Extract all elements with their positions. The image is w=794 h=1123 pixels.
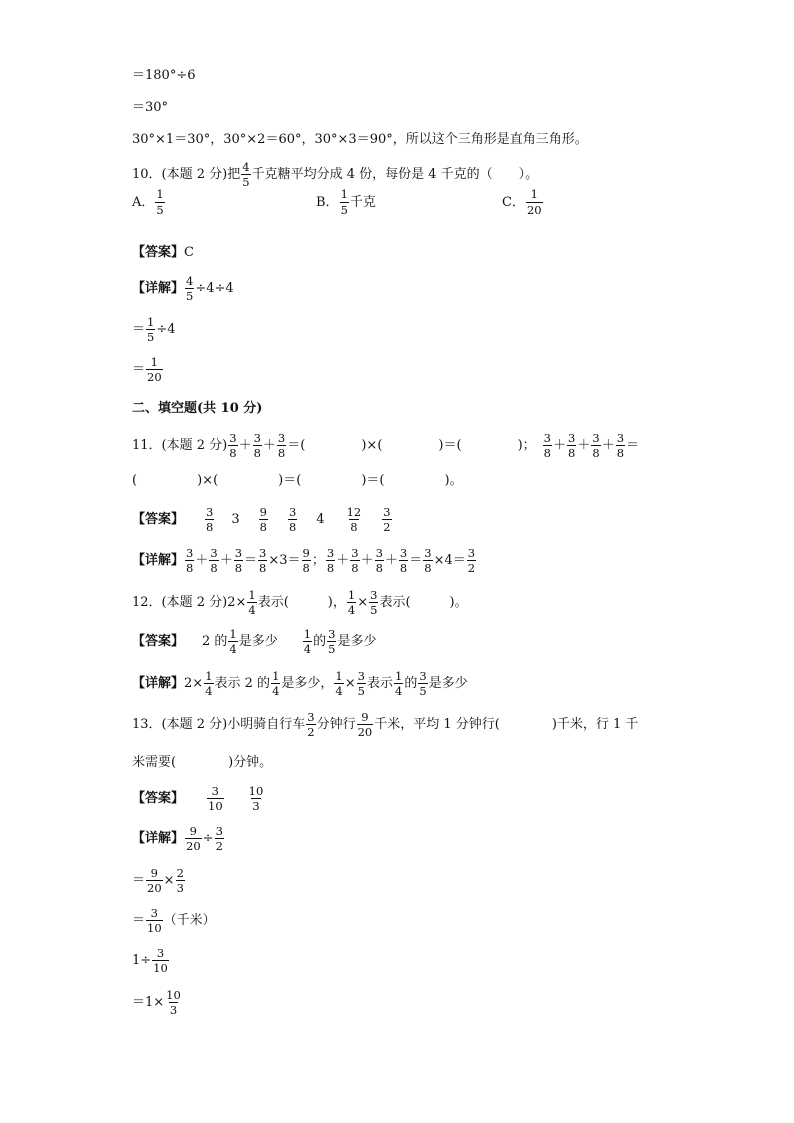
numerator: 1 <box>147 315 155 329</box>
text: 2 的 <box>202 634 228 650</box>
times: × <box>366 438 378 454</box>
text: 表示( )。 <box>379 595 468 611</box>
option-b <box>316 188 376 215</box>
equals: ＝ <box>409 553 423 569</box>
denominator: 4 <box>303 642 312 657</box>
fraction <box>375 547 384 574</box>
denominator: 8 <box>543 446 551 461</box>
answer-item <box>259 506 268 533</box>
text: 是多少 <box>337 634 377 650</box>
fraction <box>165 989 182 1016</box>
text: ÷4 <box>156 322 176 338</box>
denominator: 5 <box>328 642 336 657</box>
answer-item <box>207 785 224 812</box>
text: 是多少 <box>428 676 468 692</box>
answer-item <box>205 506 214 533</box>
numerator: 3 <box>234 546 243 560</box>
q11-question-line1 <box>132 432 639 459</box>
denominator: 8 <box>234 561 243 576</box>
numerator: 3 <box>288 505 297 519</box>
blank-open: ( <box>132 473 138 488</box>
denominator: 8 <box>424 561 432 576</box>
fraction <box>543 432 552 459</box>
answer-item: 3 <box>231 512 240 528</box>
numerator: 3 <box>277 431 286 445</box>
q12-prefix: 12．(本题 2 分)2× <box>132 595 247 611</box>
numerator: 3 <box>568 431 576 445</box>
denominator: 2 <box>307 725 315 740</box>
fraction <box>334 670 343 697</box>
blank-open: ( <box>213 473 219 488</box>
q13-question-line1 <box>132 711 638 738</box>
numerator: 1 <box>229 627 237 641</box>
plus: ＋ <box>219 553 233 569</box>
plus: ＋ <box>238 438 252 454</box>
text: ＝30° <box>132 100 169 115</box>
q10-suffix: 千克糖平均分成 4 份，每份是 4 千克的（ ）。 <box>251 167 539 183</box>
numerator: 3 <box>211 784 219 798</box>
q13-detail-2 <box>132 867 186 894</box>
denominator: 5 <box>357 684 365 699</box>
q11-question-line2 <box>132 474 463 487</box>
times: × <box>344 676 356 692</box>
text: 1÷ <box>132 953 152 969</box>
numerator: 3 <box>328 627 336 641</box>
blank-open: ( <box>377 438 383 454</box>
numerator: 3 <box>419 669 427 683</box>
numerator: 1 <box>272 669 280 683</box>
numerator: 3 <box>592 431 600 445</box>
fraction <box>306 711 315 738</box>
equals: ＝ <box>287 438 301 454</box>
blank-close: ) <box>278 473 284 488</box>
denominator: 3 <box>169 1003 178 1018</box>
numerator: 2 <box>176 866 184 880</box>
q9-conclusion <box>132 133 588 146</box>
denominator: 5 <box>340 202 348 217</box>
fraction <box>418 670 427 697</box>
fraction <box>271 670 280 697</box>
q9-step-1 <box>132 69 195 82</box>
denominator: 20 <box>357 725 373 740</box>
numerator: 3 <box>156 946 165 960</box>
text: 30°×1＝30°，30°×2＝60°，30°×3＝90°，所以这个三角形是直角三角形。 <box>132 132 588 147</box>
denominator: 20 <box>147 881 162 896</box>
fraction <box>303 628 312 655</box>
times: × <box>357 595 369 611</box>
numerator: 3 <box>326 546 335 560</box>
q13-detail-4 <box>132 947 170 974</box>
text: 的 <box>313 634 327 650</box>
denominator: 5 <box>419 684 427 699</box>
equals: ＝ <box>244 553 258 569</box>
denominator: 10 <box>147 921 162 936</box>
blank-close: ) <box>361 438 367 454</box>
text: 是多少， <box>281 676 334 692</box>
fraction <box>394 670 403 697</box>
answer-item: 4 <box>316 512 325 528</box>
fraction <box>185 825 202 852</box>
numerator: 3 <box>150 906 158 920</box>
answer-label: 【答案】 <box>132 791 185 807</box>
denominator: 4 <box>205 684 213 699</box>
numerator: 3 <box>616 431 625 445</box>
denominator: 8 <box>399 561 408 576</box>
denominator: 8 <box>375 561 383 576</box>
numerator: 3 <box>424 546 432 560</box>
fraction <box>467 547 476 574</box>
option-label: A． <box>132 194 155 210</box>
fraction <box>399 547 408 574</box>
fraction <box>185 275 194 302</box>
fraction <box>302 547 311 574</box>
times: × <box>163 873 175 889</box>
fraction <box>340 188 349 215</box>
times: × <box>202 473 214 488</box>
q13-detail-1 <box>132 825 225 852</box>
denominator: 10 <box>153 961 168 976</box>
fraction <box>567 432 576 459</box>
fraction <box>146 907 163 934</box>
q12-detail <box>132 670 468 697</box>
semicolon: ； <box>522 438 536 454</box>
fraction <box>591 432 600 459</box>
numerator: 3 <box>259 546 267 560</box>
fraction <box>350 547 359 574</box>
text: ＝ <box>132 322 146 338</box>
text: 二、填空题(共 10 分) <box>132 401 263 416</box>
numerator: 9 <box>259 505 267 519</box>
denominator: 2 <box>215 839 223 854</box>
q12-answer <box>132 628 376 655</box>
q11-prefix: 11．(本题 2 分) <box>132 438 228 454</box>
fraction <box>326 547 335 574</box>
unit: （千米） <box>163 913 216 929</box>
numerator: 3 <box>186 546 194 560</box>
denominator: 5 <box>186 289 194 304</box>
equals: ＝ <box>626 438 640 454</box>
denominator: 5 <box>370 603 378 618</box>
text: ＝180°÷6 <box>132 68 196 83</box>
numerator: 3 <box>370 588 378 602</box>
numerator: 1 <box>303 627 312 641</box>
blank-close: ) <box>517 438 523 454</box>
numerator: 3 <box>229 431 237 445</box>
fraction <box>247 589 256 616</box>
numerator: 1 <box>340 187 348 202</box>
answer-value: C <box>184 245 194 260</box>
denominator: 8 <box>592 446 600 461</box>
fraction <box>258 547 267 574</box>
answer-label: 【答案】 <box>132 512 185 528</box>
denominator: 4 <box>248 603 256 618</box>
fraction <box>423 547 432 574</box>
fraction <box>146 316 155 343</box>
numerator: 4 <box>242 160 250 174</box>
fraction <box>215 825 224 852</box>
equals: ＝ <box>443 438 457 454</box>
fraction <box>176 867 185 894</box>
blank-open: ( <box>300 438 306 454</box>
detail-label: 【详解】 <box>132 281 185 297</box>
option-label: C． <box>502 194 525 210</box>
numerator: 1 <box>248 588 256 602</box>
denominator: 4 <box>335 684 343 699</box>
numerator: 3 <box>210 546 218 560</box>
denominator: 8 <box>259 561 267 576</box>
plus: ＋ <box>553 438 567 454</box>
answer-item <box>288 506 297 533</box>
fraction <box>526 188 543 215</box>
plus: ＋ <box>336 553 350 569</box>
numerator: 3 <box>467 546 476 560</box>
numerator: 1 <box>335 669 343 683</box>
answer-item <box>248 785 265 812</box>
numerator: 9 <box>189 824 197 838</box>
q9-step-2 <box>132 101 168 114</box>
numerator: 9 <box>361 710 369 724</box>
section-title <box>132 402 262 415</box>
denominator: 8 <box>616 446 625 461</box>
text: 表示 2 的 <box>214 676 271 692</box>
denominator: 8 <box>229 446 237 461</box>
q13-prefix: 13．(本题 2 分)小明骑自行车 <box>132 717 306 733</box>
equals: ＝ <box>132 913 146 929</box>
denominator: 20 <box>186 839 201 854</box>
plus: ＋ <box>195 553 209 569</box>
denominator: 20 <box>526 202 542 217</box>
plus: ＋ <box>577 438 591 454</box>
q11-answer <box>132 506 393 533</box>
numerator: 3 <box>253 431 261 445</box>
fraction <box>616 432 625 459</box>
denominator: 4 <box>229 642 237 657</box>
denominator: 8 <box>259 520 267 535</box>
fraction <box>209 547 218 574</box>
numerator: 12 <box>346 505 362 519</box>
numerator: 4 <box>186 274 194 288</box>
q12-question <box>132 589 468 616</box>
fraction <box>357 670 366 697</box>
answer-label: 【答案】 <box>132 245 185 260</box>
period: 。 <box>449 473 463 488</box>
text: ＝ <box>132 362 146 378</box>
blank-open: ( <box>296 473 302 488</box>
numerator: 3 <box>357 669 365 683</box>
blank-close: ) <box>438 438 444 454</box>
q13-detail-5 <box>132 989 183 1016</box>
fraction <box>327 628 336 655</box>
denominator: 20 <box>147 370 162 385</box>
q10-prefix: 10．(本题 2 分)把 <box>132 167 241 183</box>
fraction <box>277 432 286 459</box>
denominator: 8 <box>253 446 261 461</box>
q11-detail <box>132 547 477 574</box>
denominator: 5 <box>147 330 155 345</box>
text: ×3＝ <box>268 553 301 569</box>
numerator: 9 <box>150 866 158 880</box>
numerator: 1 <box>530 187 538 202</box>
plus: ＋ <box>384 553 398 569</box>
numerator: 3 <box>375 546 383 560</box>
q13-answer <box>132 785 265 812</box>
fraction <box>228 432 237 459</box>
denominator: 8 <box>206 520 214 535</box>
text: 2× <box>184 676 204 692</box>
unit: 千克 <box>349 194 376 210</box>
numerator: 1 <box>347 588 356 602</box>
q10-detail-1 <box>132 275 234 302</box>
q13-detail-3 <box>132 907 216 934</box>
fraction <box>204 670 213 697</box>
numerator: 9 <box>302 546 310 560</box>
fraction <box>155 188 164 215</box>
semicolon: ； <box>311 553 325 569</box>
plus: ＋ <box>601 438 615 454</box>
numerator: 1 <box>205 669 213 683</box>
q10-detail-2 <box>132 316 176 343</box>
option-label: B． <box>316 194 339 210</box>
numerator: 3 <box>399 546 408 560</box>
text: ÷4÷4 <box>195 281 234 297</box>
fraction <box>146 867 163 894</box>
q10-answer <box>132 246 194 259</box>
text: 表示 <box>366 676 393 692</box>
blank-close: ) <box>361 473 367 488</box>
option-c <box>502 188 544 215</box>
answer-item <box>382 506 391 533</box>
text: 米需要( )分钟。 <box>132 755 273 770</box>
equals: ＝ <box>132 873 146 889</box>
blank-open: ( <box>379 473 385 488</box>
detail-label: 【详解】 <box>132 831 185 847</box>
answer-item <box>346 506 363 533</box>
answer-label: 【答案】 <box>132 634 185 650</box>
fraction <box>234 547 243 574</box>
denominator: 2 <box>383 520 391 535</box>
fraction <box>241 161 250 188</box>
denominator: 5 <box>242 175 250 190</box>
denominator: 10 <box>208 799 223 814</box>
denominator: 3 <box>252 799 260 814</box>
option-a <box>132 188 166 215</box>
denominator: 8 <box>288 520 297 535</box>
text: 的 <box>404 676 418 692</box>
numerator: 3 <box>383 505 391 519</box>
blank-close: ) <box>444 473 450 488</box>
fraction <box>253 432 262 459</box>
blank-close: ) <box>197 473 203 488</box>
text: ＝1× <box>132 995 165 1011</box>
fraction <box>152 947 169 974</box>
numerator: 3 <box>206 505 214 519</box>
numerator: 10 <box>248 784 264 798</box>
plus: ＋ <box>262 438 276 454</box>
denominator: 4 <box>347 603 356 618</box>
denominator: 5 <box>156 202 164 217</box>
text: 分钟行 <box>316 717 356 733</box>
blank-open: ( <box>456 438 462 454</box>
numerator: 3 <box>307 710 315 724</box>
denominator: 8 <box>568 446 576 461</box>
fraction <box>185 547 194 574</box>
numerator: 1 <box>156 187 164 202</box>
numerator: 10 <box>166 988 181 1002</box>
denominator: 8 <box>210 561 218 576</box>
fraction <box>369 589 378 616</box>
denominator: 8 <box>302 561 310 576</box>
plus: ＋ <box>360 553 374 569</box>
fraction <box>228 628 237 655</box>
denominator: 3 <box>176 881 184 896</box>
fraction <box>146 356 163 383</box>
equals: ＝ <box>283 473 297 488</box>
denominator: 8 <box>351 561 359 576</box>
numerator: 3 <box>215 824 223 838</box>
denominator: 4 <box>272 684 280 699</box>
text: 表示( )， <box>257 595 346 611</box>
denominator: 8 <box>326 561 335 576</box>
q13-question-line2 <box>132 756 272 769</box>
equals: ＝ <box>366 473 380 488</box>
text: 是多少 <box>238 634 278 650</box>
text: 千米，平均 1 分钟行( )千米，行 1 千 <box>374 717 639 733</box>
denominator: 2 <box>467 561 476 576</box>
fraction <box>347 589 356 616</box>
fraction <box>357 711 374 738</box>
detail-label: 【详解】 <box>132 676 185 692</box>
q10-question <box>132 161 538 188</box>
numerator: 1 <box>394 669 403 683</box>
denominator: 4 <box>394 684 403 699</box>
detail-label: 【详解】 <box>132 553 185 569</box>
text: ×4＝ <box>433 553 466 569</box>
numerator: 3 <box>351 546 359 560</box>
denominator: 8 <box>277 446 286 461</box>
denominator: 8 <box>186 561 194 576</box>
numerator: 1 <box>150 355 158 369</box>
q10-detail-3 <box>132 356 164 383</box>
denominator: 8 <box>350 520 358 535</box>
divide: ÷ <box>202 831 214 847</box>
numerator: 3 <box>543 431 551 445</box>
